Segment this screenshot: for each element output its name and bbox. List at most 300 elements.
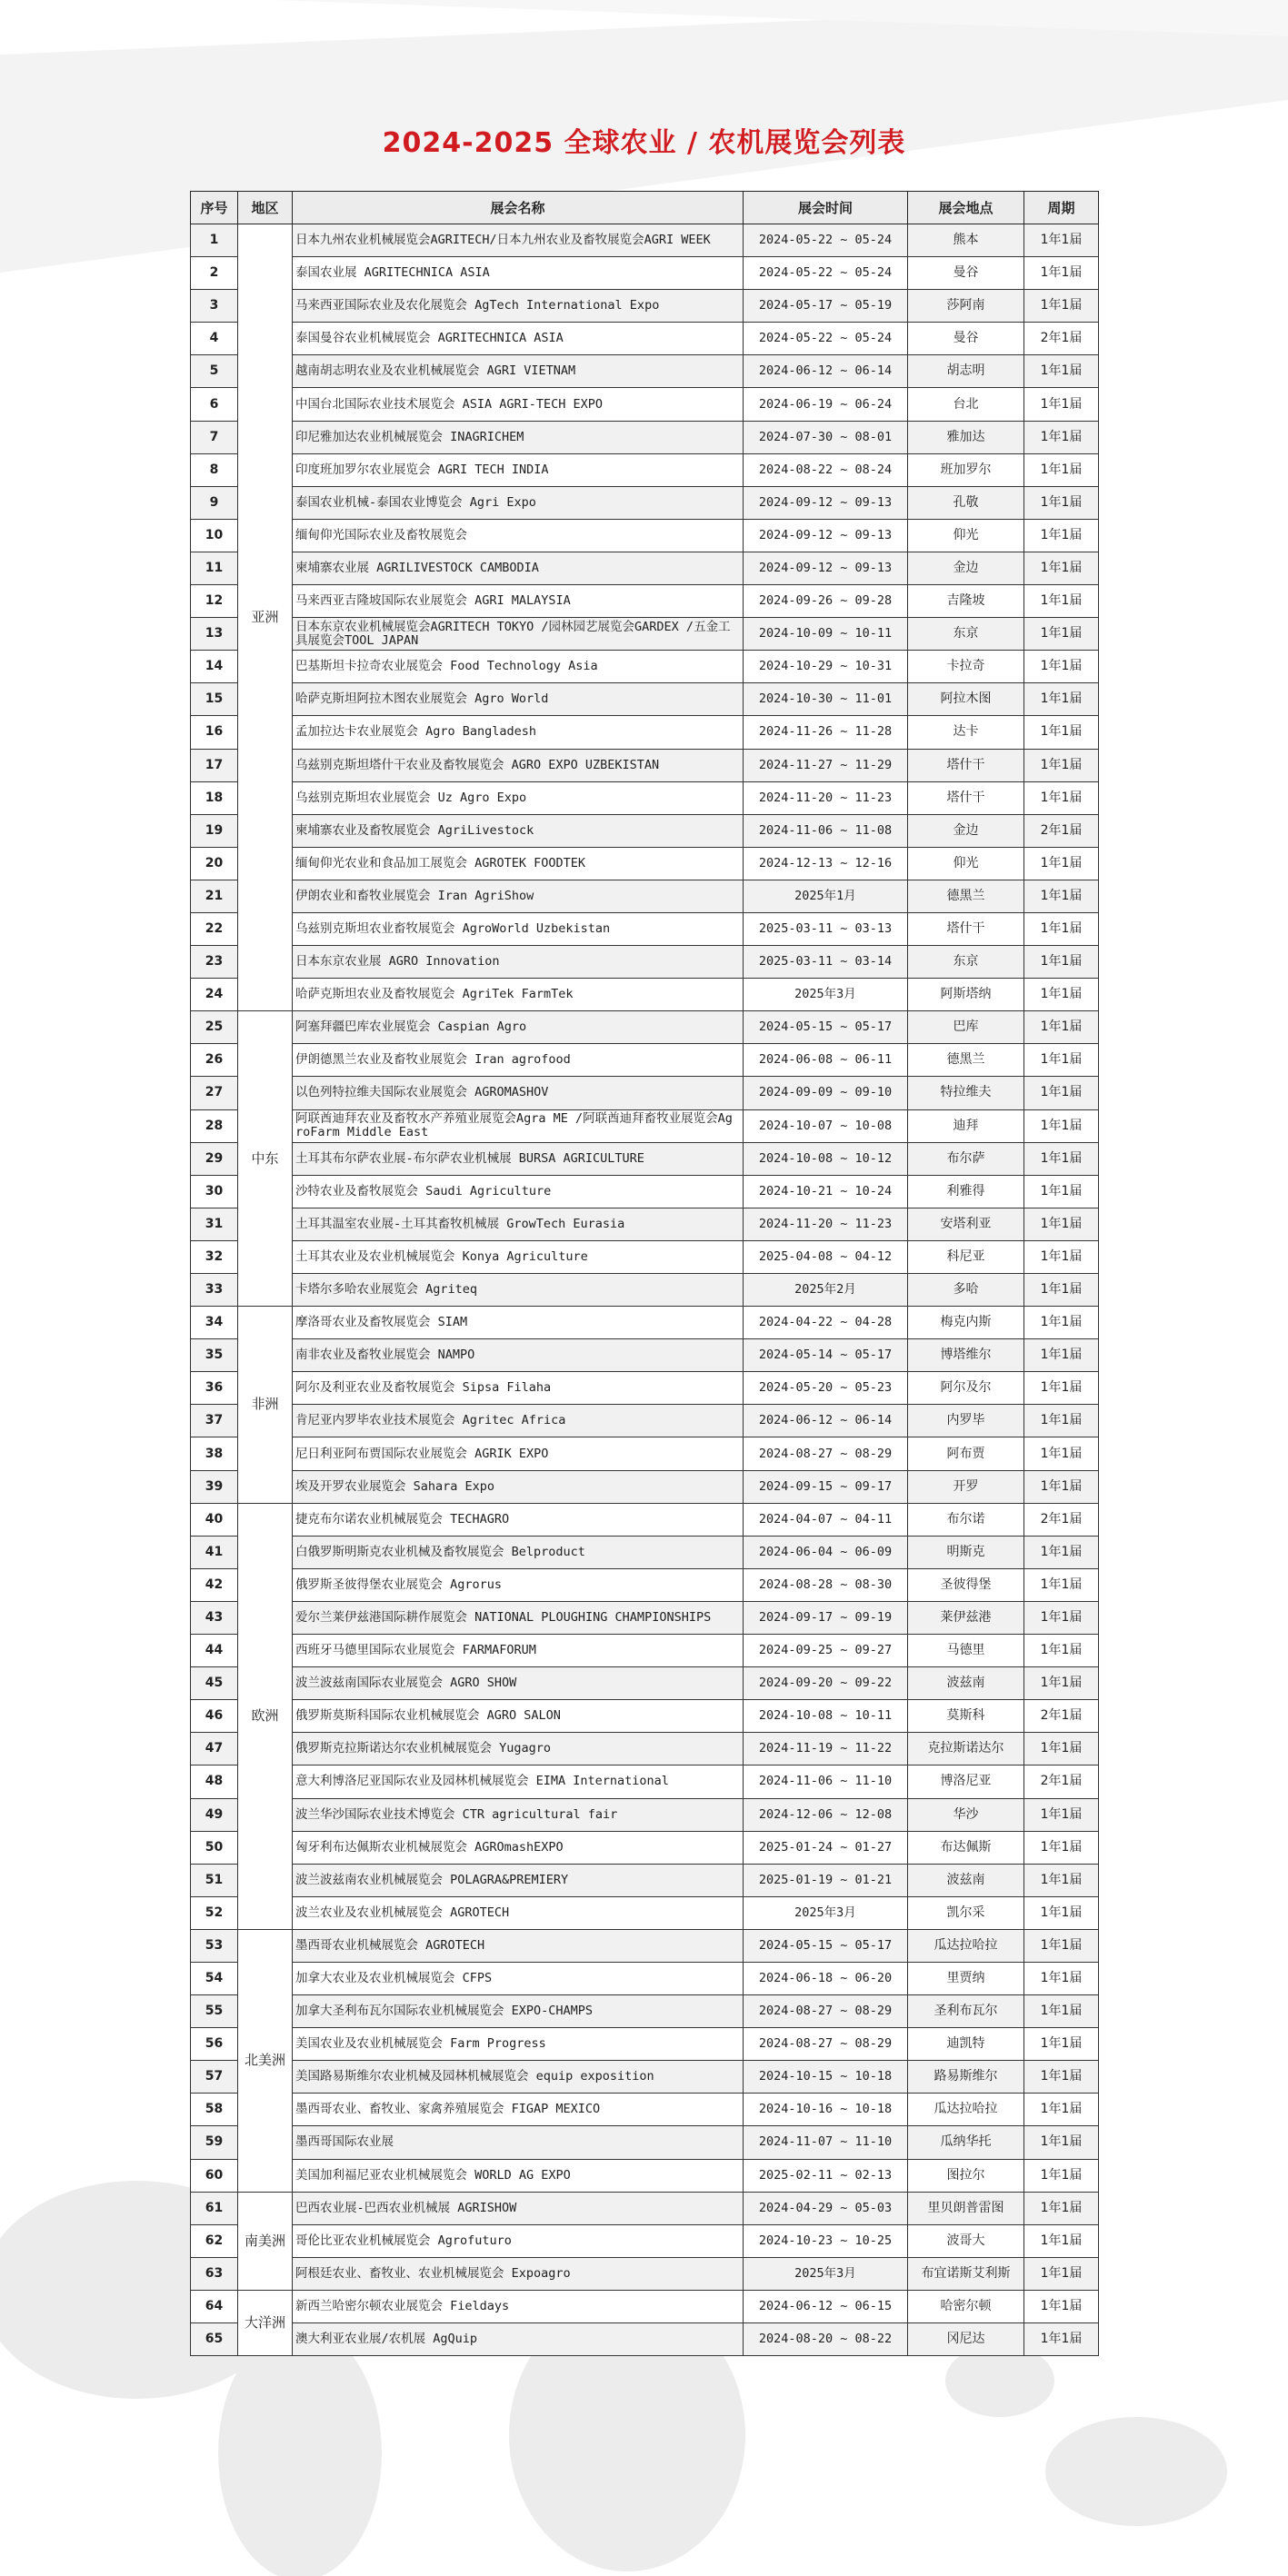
exhibition-name: 墨西哥国际农业展 — [293, 2126, 744, 2159]
exhibition-time: 2024-04-29 ~ 05-03 — [744, 2192, 908, 2224]
row-number: 2 — [191, 257, 238, 290]
exhibition-name: 阿根廷农业、畜牧业、农业机械展览会 Expoagro — [293, 2257, 744, 2290]
exhibition-time: 2024-10-21 ~ 10-24 — [744, 1175, 908, 1208]
exhibition-time: 2024-06-19 ~ 06-24 — [744, 388, 908, 421]
row-number: 22 — [191, 912, 238, 945]
exhibition-place: 阿尔及尔 — [908, 1372, 1024, 1405]
exhibition-cycle: 1年1届 — [1024, 453, 1099, 486]
exhibition-cycle: 2年1届 — [1024, 1503, 1099, 1536]
exhibition-place: 布达佩斯 — [908, 1831, 1024, 1864]
table-row — [191, 880, 1099, 912]
exhibition-cycle: 1年1届 — [1024, 979, 1099, 1011]
exhibition-place: 凯尔采 — [908, 1896, 1024, 1929]
row-number: 50 — [191, 1831, 238, 1864]
exhibition-cycle: 1年1届 — [1024, 2257, 1099, 2290]
exhibition-time: 2024-08-27 ~ 08-29 — [744, 2028, 908, 2061]
exhibition-cycle: 1年1届 — [1024, 1536, 1099, 1568]
exhibition-cycle: 1年1届 — [1024, 2192, 1099, 2224]
exhibition-time: 2024-05-14 ~ 05-17 — [744, 1339, 908, 1372]
exhibition-name: 美国路易斯维尔农业机械及园林机械展览会 equip exposition — [293, 2061, 744, 2094]
row-number: 13 — [191, 618, 238, 651]
exhibition-name: 南非农业及畜牧业展览会 NAMPO — [293, 1339, 744, 1372]
exhibition-cycle: 1年1届 — [1024, 1568, 1099, 1601]
exhibition-place: 迪拜 — [908, 1109, 1024, 1142]
exhibition-name: 伊朗德黑兰农业及畜牧业展览会 Iran agrofood — [293, 1044, 744, 1077]
exhibition-time: 2024-06-18 ~ 06-20 — [744, 1962, 908, 1994]
exhibition-name: 巴西农业展-巴西农业机械展 AGRISHOW — [293, 2192, 744, 2224]
exhibition-name: 沙特农业及畜牧展览会 Saudi Agriculture — [293, 1175, 744, 1208]
exhibition-place: 梅克内斯 — [908, 1307, 1024, 1339]
table-row — [191, 1240, 1099, 1273]
exhibition-cycle: 1年1届 — [1024, 355, 1099, 388]
exhibition-cycle: 2年1届 — [1024, 1765, 1099, 1798]
exhibition-cycle: 1年1届 — [1024, 2061, 1099, 2094]
exhibition-place: 克拉斯诺达尔 — [908, 1733, 1024, 1765]
exhibition-cycle: 1年1届 — [1024, 290, 1099, 323]
row-number: 14 — [191, 651, 238, 683]
exhibition-time: 2024-10-07 ~ 10-08 — [744, 1109, 908, 1142]
table-row — [191, 1077, 1099, 1109]
exhibition-name: 新西兰哈密尔顿农业展览会 Fieldays — [293, 2290, 744, 2322]
exhibition-time: 2024-09-12 ~ 09-13 — [744, 486, 908, 519]
exhibition-cycle: 1年1届 — [1024, 912, 1099, 945]
header-cycle: 周期 — [1024, 192, 1099, 224]
exhibition-place: 圣彼得堡 — [908, 1568, 1024, 1601]
exhibition-name: 波兰农业及农业机械展览会 AGROTECH — [293, 1896, 744, 1929]
exhibition-table — [190, 191, 1099, 2356]
row-number: 53 — [191, 1929, 238, 1962]
exhibition-time: 2024-09-12 ~ 09-13 — [744, 552, 908, 584]
exhibition-time: 2024-10-30 ~ 11-01 — [744, 683, 908, 716]
header-no: 序号 — [191, 192, 238, 224]
row-number: 30 — [191, 1175, 238, 1208]
exhibition-place: 金边 — [908, 552, 1024, 584]
exhibition-name: 土耳其布尔萨农业展-布尔萨农业机械展 BURSA AGRICULTURE — [293, 1142, 744, 1175]
exhibition-place: 哈密尔顿 — [908, 2290, 1024, 2322]
exhibition-time: 2024-08-20 ~ 08-22 — [744, 2323, 908, 2356]
exhibition-name: 白俄罗斯明斯克农业机械及畜牧展览会 Belproduct — [293, 1536, 744, 1568]
exhibition-cycle: 1年1届 — [1024, 749, 1099, 781]
exhibition-place: 金边 — [908, 814, 1024, 847]
table-row — [191, 847, 1099, 880]
table-row — [191, 1339, 1099, 1372]
exhibition-time: 2024-05-22 ~ 05-24 — [744, 257, 908, 290]
exhibition-time: 2024-05-15 ~ 05-17 — [744, 1929, 908, 1962]
exhibition-place: 迪凯特 — [908, 2028, 1024, 2061]
exhibition-cycle: 1年1届 — [1024, 1175, 1099, 1208]
exhibition-name: 乌兹别克斯坦农业畜牧展览会 AgroWorld Uzbekistan — [293, 912, 744, 945]
exhibition-name: 爱尔兰莱伊兹港国际耕作展览会 NATIONAL PLOUGHING CHAMPIONSHIPS — [293, 1601, 744, 1634]
table-row — [191, 781, 1099, 814]
exhibition-cycle: 1年1届 — [1024, 1077, 1099, 1109]
exhibition-cycle: 1年1届 — [1024, 2028, 1099, 2061]
region-cell: 欧洲 — [238, 1503, 293, 1929]
exhibition-cycle: 1年1届 — [1024, 2094, 1099, 2126]
header-place: 展会地点 — [908, 192, 1024, 224]
exhibition-cycle: 1年1届 — [1024, 1470, 1099, 1503]
exhibition-place: 达卡 — [908, 716, 1024, 749]
exhibition-cycle: 1年1届 — [1024, 2323, 1099, 2356]
exhibition-name: 缅甸仰光农业和食品加工展览会 AGROTEK FOODTEK — [293, 847, 744, 880]
row-number: 36 — [191, 1372, 238, 1405]
exhibition-name: 孟加拉达卡农业展览会 Agro Bangladesh — [293, 716, 744, 749]
exhibition-cycle: 1年1届 — [1024, 2159, 1099, 2192]
exhibition-place: 东京 — [908, 618, 1024, 651]
exhibition-cycle: 1年1届 — [1024, 257, 1099, 290]
exhibition-name: 以色列特拉维夫国际农业展览会 AGROMASHOV — [293, 1077, 744, 1109]
row-number: 7 — [191, 421, 238, 453]
exhibition-cycle: 1年1届 — [1024, 1274, 1099, 1307]
exhibition-time: 2024-11-06 ~ 11-08 — [744, 814, 908, 847]
exhibition-time: 2024-10-09 ~ 10-11 — [744, 618, 908, 651]
table-row — [191, 979, 1099, 1011]
exhibition-place: 曼谷 — [908, 323, 1024, 355]
exhibition-time: 2025年3月 — [744, 2257, 908, 2290]
row-number: 8 — [191, 453, 238, 486]
exhibition-name: 波兰华沙国际农业技术博览会 CTR agricultural fair — [293, 1798, 744, 1831]
exhibition-place: 圣利布瓦尔 — [908, 1995, 1024, 2028]
exhibition-time: 2024-10-23 ~ 10-25 — [744, 2224, 908, 2257]
exhibition-place: 莱伊兹港 — [908, 1601, 1024, 1634]
exhibition-name: 哈萨克斯坦阿拉木图农业展览会 Agro World — [293, 683, 744, 716]
exhibition-place: 瓜达拉哈拉 — [908, 1929, 1024, 1962]
exhibition-name: 乌兹别克斯坦农业展览会 Uz Agro Expo — [293, 781, 744, 814]
row-number: 39 — [191, 1470, 238, 1503]
table-row — [191, 946, 1099, 979]
row-number: 40 — [191, 1503, 238, 1536]
row-number: 4 — [191, 323, 238, 355]
exhibition-name: 越南胡志明农业及农业机械展览会 AGRI VIETNAM — [293, 355, 744, 388]
row-number: 24 — [191, 979, 238, 1011]
exhibition-cycle: 1年1届 — [1024, 1208, 1099, 1240]
exhibition-name: 捷克布尔诺农业机械展览会 TECHAGRO — [293, 1503, 744, 1536]
row-number: 10 — [191, 519, 238, 552]
exhibition-name: 泰国农业机械-泰国农业博览会 Agri Expo — [293, 486, 744, 519]
exhibition-time: 2024-05-22 ~ 05-24 — [744, 224, 908, 257]
row-number: 25 — [191, 1011, 238, 1044]
exhibition-time: 2024-12-06 ~ 12-08 — [744, 1798, 908, 1831]
exhibition-time: 2024-09-26 ~ 09-28 — [744, 585, 908, 618]
exhibition-time: 2024-06-12 ~ 06-14 — [744, 1405, 908, 1437]
table-row — [191, 1011, 1099, 1044]
exhibition-cycle: 1年1届 — [1024, 2224, 1099, 2257]
exhibition-name: 俄罗斯莫斯科国际农业机械展览会 AGRO SALON — [293, 1700, 744, 1733]
row-number: 5 — [191, 355, 238, 388]
exhibition-time: 2024-10-08 ~ 10-11 — [744, 1700, 908, 1733]
exhibition-time: 2025-02-11 ~ 02-13 — [744, 2159, 908, 2192]
table-row — [191, 683, 1099, 716]
exhibition-place: 安塔利亚 — [908, 1208, 1024, 1240]
exhibition-cycle: 1年1届 — [1024, 1896, 1099, 1929]
exhibition-cycle: 1年1届 — [1024, 946, 1099, 979]
exhibition-time: 2024-11-07 ~ 11-10 — [744, 2126, 908, 2159]
exhibition-cycle: 1年1届 — [1024, 1635, 1099, 1667]
exhibition-name: 印尼雅加达农业机械展览会 INAGRICHEM — [293, 421, 744, 453]
table-row — [191, 1307, 1099, 1339]
exhibition-name: 肯尼亚内罗毕农业技术展览会 Agritec Africa — [293, 1405, 744, 1437]
table-row — [191, 2028, 1099, 2061]
row-number: 65 — [191, 2323, 238, 2356]
exhibition-name: 土耳其农业及农业机械展览会 Konya Agriculture — [293, 1240, 744, 1273]
header-name: 展会名称 — [293, 192, 744, 224]
exhibition-time: 2024-06-08 ~ 06-11 — [744, 1044, 908, 1077]
table-row — [191, 552, 1099, 584]
exhibition-time: 2024-09-09 ~ 09-10 — [744, 1077, 908, 1109]
exhibition-place: 卡拉奇 — [908, 651, 1024, 683]
row-number: 47 — [191, 1733, 238, 1765]
header-region: 地区 — [238, 192, 293, 224]
table-row — [191, 1995, 1099, 2028]
table-row — [191, 421, 1099, 453]
exhibition-place: 雅加达 — [908, 421, 1024, 453]
exhibition-time: 2025-01-19 ~ 01-21 — [744, 1864, 908, 1896]
exhibition-cycle: 1年1届 — [1024, 519, 1099, 552]
row-number: 41 — [191, 1536, 238, 1568]
exhibition-place: 冈尼达 — [908, 2323, 1024, 2356]
exhibition-name: 日本东京农业展 AGRO Innovation — [293, 946, 744, 979]
row-number: 27 — [191, 1077, 238, 1109]
table-row — [191, 355, 1099, 388]
exhibition-time: 2024-11-27 ~ 11-29 — [744, 749, 908, 781]
exhibition-name: 柬埔寨农业展 AGRILIVESTOCK CAMBODIA — [293, 552, 744, 584]
table-row — [191, 912, 1099, 945]
table-row — [191, 1109, 1099, 1142]
exhibition-place: 科尼亚 — [908, 1240, 1024, 1273]
exhibition-cycle: 1年1届 — [1024, 2290, 1099, 2322]
table-row — [191, 2290, 1099, 2322]
exhibition-time: 2024-09-15 ~ 09-17 — [744, 1470, 908, 1503]
exhibition-cycle: 1年1届 — [1024, 618, 1099, 651]
table-row — [191, 1470, 1099, 1503]
exhibition-time: 2025年2月 — [744, 1274, 908, 1307]
row-number: 28 — [191, 1109, 238, 1142]
table-row — [191, 651, 1099, 683]
exhibition-place: 莎阿南 — [908, 290, 1024, 323]
exhibition-name: 乌兹别克斯坦塔什干农业及畜牧展览会 AGRO EXPO UZBEKISTAN — [293, 749, 744, 781]
row-number: 51 — [191, 1864, 238, 1896]
exhibition-name: 匈牙利布达佩斯农业机械展览会 AGROmashEXPO — [293, 1831, 744, 1864]
exhibition-place: 胡志明 — [908, 355, 1024, 388]
table-row — [191, 2192, 1099, 2224]
exhibition-name: 土耳其温室农业展-土耳其畜牧机械展 GrowTech Eurasia — [293, 1208, 744, 1240]
row-number: 18 — [191, 781, 238, 814]
table-row — [191, 1274, 1099, 1307]
exhibition-cycle: 1年1届 — [1024, 1240, 1099, 1273]
exhibition-cycle: 1年1届 — [1024, 716, 1099, 749]
table-row — [191, 814, 1099, 847]
exhibition-name: 哥伦比亚农业机械展览会 Agrofuturo — [293, 2224, 744, 2257]
exhibition-name: 俄罗斯圣彼得堡农业展览会 Agrorus — [293, 1568, 744, 1601]
exhibition-place: 波兹南 — [908, 1864, 1024, 1896]
exhibition-cycle: 2年1届 — [1024, 323, 1099, 355]
row-number: 59 — [191, 2126, 238, 2159]
exhibition-place: 华沙 — [908, 1798, 1024, 1831]
exhibition-time: 2025-03-11 ~ 03-13 — [744, 912, 908, 945]
exhibition-place: 德黑兰 — [908, 880, 1024, 912]
row-number: 60 — [191, 2159, 238, 2192]
exhibition-cycle: 1年1届 — [1024, 1142, 1099, 1175]
exhibition-name: 墨西哥农业、畜牧业、家禽养殖展览会 FIGAP MEXICO — [293, 2094, 744, 2126]
exhibition-cycle: 1年1届 — [1024, 2126, 1099, 2159]
exhibition-place: 布尔诺 — [908, 1503, 1024, 1536]
exhibition-place: 波哥大 — [908, 2224, 1024, 2257]
exhibition-place: 台北 — [908, 388, 1024, 421]
table-row — [191, 1601, 1099, 1634]
row-number: 16 — [191, 716, 238, 749]
row-number: 23 — [191, 946, 238, 979]
table-row — [191, 1405, 1099, 1437]
row-number: 44 — [191, 1635, 238, 1667]
row-number: 3 — [191, 290, 238, 323]
table-header-row — [191, 192, 1099, 224]
exhibition-place: 瓜纳华托 — [908, 2126, 1024, 2159]
table-row — [191, 290, 1099, 323]
row-number: 55 — [191, 1995, 238, 2028]
table-row — [191, 519, 1099, 552]
exhibition-name: 阿尔及利亚农业及畜牧展览会 Sipsa Filaha — [293, 1372, 744, 1405]
exhibition-time: 2024-05-20 ~ 05-23 — [744, 1372, 908, 1405]
exhibition-time: 2024-11-20 ~ 11-23 — [744, 781, 908, 814]
table-row — [191, 1962, 1099, 1994]
row-number: 11 — [191, 552, 238, 584]
exhibition-cycle: 1年1届 — [1024, 1962, 1099, 1994]
exhibition-cycle: 1年1届 — [1024, 1044, 1099, 1077]
exhibition-time: 2025年3月 — [744, 1896, 908, 1929]
page-title: 2024-2025 全球农业 / 农机展览会列表 — [382, 127, 906, 159]
row-number: 34 — [191, 1307, 238, 1339]
exhibition-time: 2024-10-15 ~ 10-18 — [744, 2061, 908, 2094]
row-number: 1 — [191, 224, 238, 257]
exhibition-name: 澳大利亚农业展/农机展 AgQuip — [293, 2323, 744, 2356]
exhibition-cycle: 1年1届 — [1024, 1601, 1099, 1634]
table-row — [191, 2224, 1099, 2257]
exhibition-place: 熊本 — [908, 224, 1024, 257]
row-number: 64 — [191, 2290, 238, 2322]
table-row — [191, 257, 1099, 290]
table-row — [191, 388, 1099, 421]
region-cell: 中东 — [238, 1011, 293, 1307]
exhibition-name: 尼日利亚阿布贾国际农业展览会 AGRIK EXPO — [293, 1437, 744, 1470]
region-cell: 大洋洲 — [238, 2290, 293, 2355]
exhibition-time: 2024-09-17 ~ 09-19 — [744, 1601, 908, 1634]
row-number: 43 — [191, 1601, 238, 1634]
row-number: 38 — [191, 1437, 238, 1470]
row-number: 46 — [191, 1700, 238, 1733]
exhibition-time: 2024-08-22 ~ 08-24 — [744, 453, 908, 486]
region-cell: 北美洲 — [238, 1929, 293, 2192]
exhibition-time: 2025年3月 — [744, 979, 908, 1011]
exhibition-cycle: 1年1届 — [1024, 1307, 1099, 1339]
exhibition-name: 日本九州农业机械展览会AGRITECH/日本九州农业及畜牧展览会AGRI WEEK — [293, 224, 744, 257]
exhibition-place: 阿斯塔纳 — [908, 979, 1024, 1011]
table-row — [191, 2323, 1099, 2356]
row-number: 9 — [191, 486, 238, 519]
exhibition-cycle: 1年1届 — [1024, 1339, 1099, 1372]
exhibition-time: 2024-04-22 ~ 04-28 — [744, 1307, 908, 1339]
table-row — [191, 1635, 1099, 1667]
exhibition-time: 2025年1月 — [744, 880, 908, 912]
exhibition-cycle: 1年1届 — [1024, 1667, 1099, 1700]
row-number: 21 — [191, 880, 238, 912]
exhibition-time: 2024-09-12 ~ 09-13 — [744, 519, 908, 552]
exhibition-name: 巴基斯坦卡拉奇农业展览会 Food Technology Asia — [293, 651, 744, 683]
table-body — [191, 224, 1099, 2356]
exhibition-name: 摩洛哥农业及畜牧展览会 SIAM — [293, 1307, 744, 1339]
table-row — [191, 1667, 1099, 1700]
exhibition-name: 俄罗斯克拉斯诺达尔农业机械展览会 Yugagro — [293, 1733, 744, 1765]
table-row — [191, 1568, 1099, 1601]
row-number: 33 — [191, 1274, 238, 1307]
exhibition-cycle: 1年1届 — [1024, 1011, 1099, 1044]
exhibition-time: 2024-08-28 ~ 08-30 — [744, 1568, 908, 1601]
table-row — [191, 1503, 1099, 1536]
exhibition-cycle: 1年1届 — [1024, 847, 1099, 880]
row-number: 31 — [191, 1208, 238, 1240]
exhibition-time: 2024-10-08 ~ 10-12 — [744, 1142, 908, 1175]
table-row — [191, 2094, 1099, 2126]
table-row — [191, 2159, 1099, 2192]
row-number: 17 — [191, 749, 238, 781]
row-number: 35 — [191, 1339, 238, 1372]
exhibition-place: 莫斯科 — [908, 1700, 1024, 1733]
exhibition-name: 加拿大圣利布瓦尔国际农业机械展览会 EXPO-CHAMPS — [293, 1995, 744, 2028]
table-row — [191, 1700, 1099, 1733]
exhibition-name: 美国加利福尼亚农业机械展览会 WORLD AG EXPO — [293, 2159, 744, 2192]
exhibition-name: 西班牙马德里国际农业展览会 FARMAFORUM — [293, 1635, 744, 1667]
table-row — [191, 1536, 1099, 1568]
row-number: 15 — [191, 683, 238, 716]
row-number: 61 — [191, 2192, 238, 2224]
exhibition-place: 塔什干 — [908, 749, 1024, 781]
exhibition-time: 2024-05-22 ~ 05-24 — [744, 323, 908, 355]
exhibition-time: 2025-01-24 ~ 01-27 — [744, 1831, 908, 1864]
table-row — [191, 1896, 1099, 1929]
exhibition-place: 巴库 — [908, 1011, 1024, 1044]
exhibition-time: 2024-06-04 ~ 06-09 — [744, 1536, 908, 1568]
exhibition-time: 2024-11-19 ~ 11-22 — [744, 1733, 908, 1765]
exhibition-place: 班加罗尔 — [908, 453, 1024, 486]
table-row — [191, 1372, 1099, 1405]
exhibition-cycle: 2年1届 — [1024, 814, 1099, 847]
exhibition-name: 泰国农业展 AGRITECHNICA ASIA — [293, 257, 744, 290]
exhibition-place: 吉隆坡 — [908, 585, 1024, 618]
exhibition-name: 美国农业及农业机械展览会 Farm Progress — [293, 2028, 744, 2061]
table-row — [191, 1765, 1099, 1798]
exhibition-name: 阿联酋迪拜农业及畜牧水产养殖业展览会Agra ME /阿联酋迪拜畜牧业展览会AgroFarm Middle East — [293, 1109, 744, 1142]
row-number: 63 — [191, 2257, 238, 2290]
table-row — [191, 2257, 1099, 2290]
exhibition-time: 2024-10-16 ~ 10-18 — [744, 2094, 908, 2126]
exhibition-name: 阿塞拜疆巴库农业展览会 Caspian Agro — [293, 1011, 744, 1044]
row-number: 26 — [191, 1044, 238, 1077]
table-row — [191, 1175, 1099, 1208]
exhibition-cycle: 1年1届 — [1024, 651, 1099, 683]
exhibition-cycle: 1年1届 — [1024, 880, 1099, 912]
table-row — [191, 453, 1099, 486]
exhibition-place: 利雅得 — [908, 1175, 1024, 1208]
exhibition-place: 阿拉木图 — [908, 683, 1024, 716]
row-number: 62 — [191, 2224, 238, 2257]
table-row — [191, 1437, 1099, 1470]
exhibition-name: 意大利博洛尼亚国际农业及园林机械展览会 EIMA International — [293, 1765, 744, 1798]
row-number: 58 — [191, 2094, 238, 2126]
exhibition-cycle: 1年1届 — [1024, 1831, 1099, 1864]
exhibition-name: 伊朗农业和畜牧业展览会 Iran AgriShow — [293, 880, 744, 912]
exhibition-time: 2024-06-12 ~ 06-14 — [744, 355, 908, 388]
exhibition-cycle: 1年1届 — [1024, 224, 1099, 257]
exhibition-place: 马德里 — [908, 1635, 1024, 1667]
exhibition-place: 仰光 — [908, 847, 1024, 880]
